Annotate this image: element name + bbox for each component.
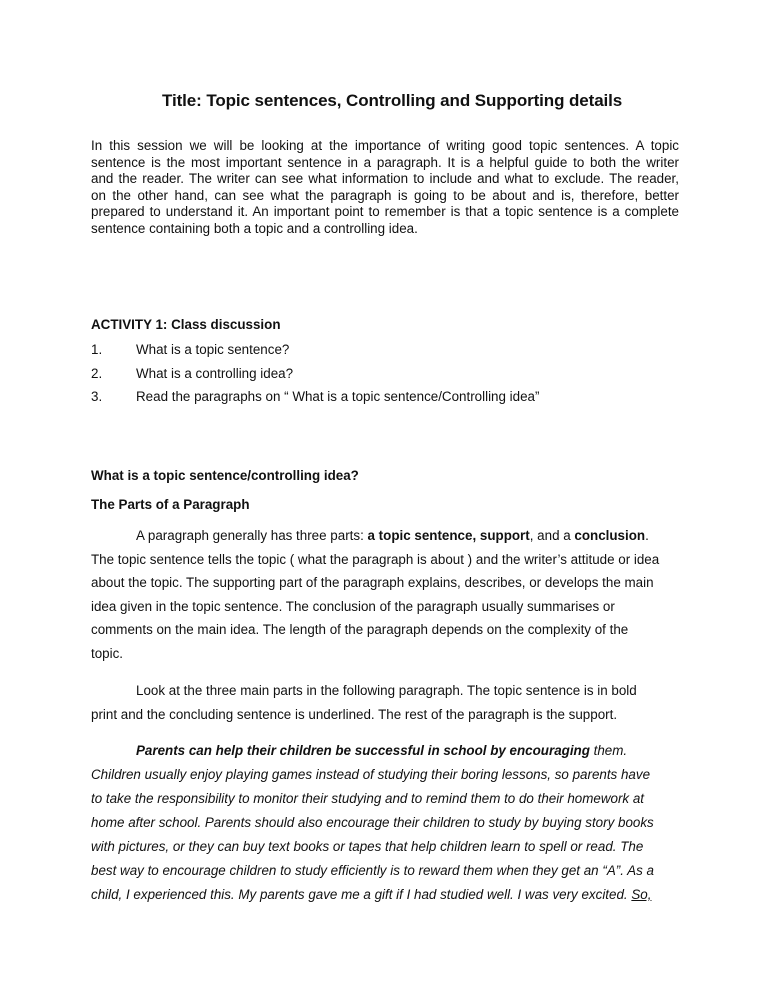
paragraph-line: home after school. Parents should also encourage their children to study by buying story books [91, 815, 654, 830]
intro-line: sentence containing both a topic and a controlling idea. [91, 220, 418, 236]
activity-heading: ACTIVITY 1: Class discussion [91, 317, 281, 332]
subheading: The Parts of a Paragraph [91, 497, 250, 512]
paragraph-line: The topic sentence tells the topic ( what the paragraph is about ) and the writer’s attitude or idea [91, 551, 660, 567]
intro-line: on the other hand, can see what the paragraph is going to be about and is, therefore, better [91, 187, 679, 203]
item-number: 2. [91, 366, 103, 381]
concluding-sentence-start: So, [631, 887, 652, 902]
paragraph-line: idea given in the topic sentence. The conclusion of the paragraph usually summarises or [91, 598, 615, 614]
intro-line: prepared to understand it. An important point to remember is that a topic sentence is a complete [91, 204, 679, 220]
paragraph-line: comments on the main idea. The length of the paragraph depends on the complexity of the [91, 622, 629, 637]
text-run: them. [589, 743, 628, 758]
paragraph-line: Look at the three main parts in the following paragraph. The topic sentence is in bold [136, 683, 637, 698]
topic-sentence-line [136, 743, 627, 758]
paragraph-line [136, 528, 649, 543]
intro-paragraph [91, 138, 679, 238]
intro-line: and the reader. The writer can see what information to include and what to exclude. The reader, [91, 171, 679, 187]
paragraph-line: print and the concluding sentence is underlined. The rest of the paragraph is the support. [91, 707, 618, 722]
paragraph-line: topic. [91, 645, 124, 661]
document-title: Title: Topic sentences, Controlling and Supporting details [162, 91, 623, 110]
text-run: . [645, 528, 649, 543]
text-run: A paragraph generally has three parts: [136, 528, 368, 543]
bold-term: a topic sentence, support [367, 528, 530, 543]
activity-item [91, 389, 539, 404]
text-run: , and a [529, 528, 575, 543]
item-text: What is a topic sentence? [136, 342, 290, 357]
activity-item [91, 342, 289, 357]
paragraph-line: best way to encourage children to study efficiently is to reward them when they get an “A”. As a [91, 863, 654, 878]
item-number: 1. [91, 342, 103, 357]
activity-item [91, 366, 293, 381]
paragraph-line: with pictures, or they can buy text books or tapes that help children learn to spell or read. The [91, 839, 644, 854]
item-text: What is a controlling idea? [136, 366, 294, 381]
paragraph-line: about the topic. The supporting part of the paragraph explains, describes, or develops the main [91, 575, 654, 590]
paragraph-line [91, 887, 651, 902]
paragraph-line: Children usually enjoy playing games instead of studying their boring lessons, so parents have [91, 767, 651, 782]
section-heading: What is a topic sentence/controlling idea? [91, 468, 359, 483]
topic-sentence: Parents can help their children be successful in school by encouraging [136, 743, 590, 758]
item-text: Read the paragraphs on “ What is a topic sentence/Controlling idea” [136, 389, 540, 404]
item-number: 3. [91, 389, 103, 404]
paragraph-line: to take the responsibility to monitor their studying and to remind them to do their homework at [91, 791, 645, 806]
text-run: child, I experienced this. My parents gave me a gift if I had studied well. I was very excited. [91, 887, 632, 902]
bold-term: conclusion [574, 528, 646, 543]
intro-line: In this session we will be looking at the importance of writing good topic sentences. A topic [91, 138, 679, 153]
intro-line: sentence is the most important sentence in a paragraph. It is a helpful guide to both the writer [91, 154, 679, 170]
